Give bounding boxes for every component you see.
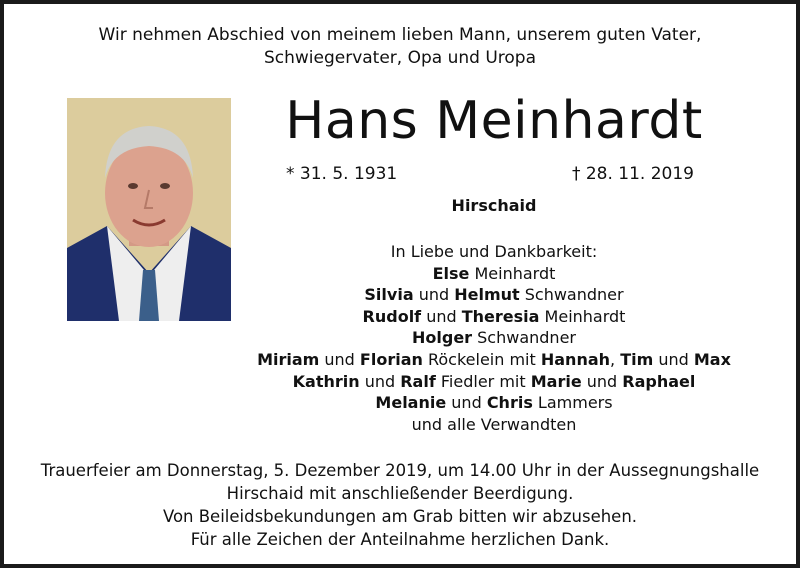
mourners-heading: In Liebe und Dankbarkeit: — [390, 242, 598, 261]
mourner-name: Silvia — [364, 285, 414, 305]
mourner-line — [244, 414, 744, 436]
mourner-line — [244, 392, 744, 414]
mourner-line — [244, 327, 744, 349]
mourner-text: und — [421, 306, 462, 326]
mourner-name: Rudolf — [362, 306, 422, 326]
mourner-name: Melanie — [375, 393, 447, 413]
footer-line: Für alle Zeichen der Anteilnahme herzlichen Dank. — [190, 530, 610, 549]
mourner-text: Fiedler mit — [435, 371, 531, 391]
funeral-info — [4, 459, 796, 551]
intro-line: Schwiegervater, Opa und Uropa — [263, 48, 537, 68]
mourner-line — [244, 284, 744, 306]
mourner-text: Meinhardt — [469, 263, 556, 283]
footer-line: Von Beileidsbekundungen am Grab bitten wir abzusehen. — [162, 507, 638, 526]
mourner-name: Florian — [359, 349, 423, 369]
intro-line: Wir nehmen Abschied von meinem lieben Mann, unserem guten Vater, — [98, 25, 702, 45]
mourners-list — [244, 241, 744, 435]
mourner-text: und — [413, 285, 455, 305]
mourner-text: Schwandner — [472, 328, 576, 348]
footer-line: Trauerfeier am Donnerstag, 5. Dezember 2019, um 14.00 Uhr in der Aussegnungshalle — [40, 461, 760, 480]
mourner-name: Miriam — [257, 349, 320, 369]
mourner-name: Holger — [412, 328, 473, 348]
mourner-text: und — [319, 349, 360, 369]
mourner-text: Lammers — [532, 393, 613, 413]
mourner-name: Hannah — [540, 349, 611, 369]
mourner-text: , — [610, 349, 621, 369]
mourner-text: und — [446, 393, 487, 413]
mourner-name: Tim — [620, 349, 654, 369]
mourner-name: Helmut — [454, 285, 520, 305]
mourner-name: Ralf — [400, 371, 436, 391]
mourner-line — [244, 306, 744, 328]
death-date: † 28. 11. 2019 — [571, 164, 694, 184]
footer-line: Hirschaid mit anschließender Beerdigung. — [226, 484, 574, 503]
mourner-name: Raphael — [622, 371, 696, 391]
mourner-text: und — [359, 371, 401, 391]
mourner-text: Röckelein mit — [422, 349, 541, 369]
intro-text — [4, 24, 796, 70]
mourner-line — [244, 349, 744, 371]
mourner-text: und alle Verwandten — [411, 414, 577, 434]
portrait-photo — [67, 98, 231, 321]
mourner-name: Kathrin — [292, 371, 360, 391]
mourner-name: Marie — [530, 371, 582, 391]
mourner-name: Else — [432, 263, 470, 283]
hometown: Hirschaid — [451, 196, 537, 215]
mourner-text: Meinhardt — [539, 306, 626, 326]
mourner-name: Chris — [486, 393, 533, 413]
mourner-text: und — [581, 371, 623, 391]
mourner-text: Schwandner — [519, 285, 624, 305]
mourner-line — [244, 263, 744, 285]
deceased-name: Hans Meinhardt — [285, 91, 703, 151]
birth-date: * 31. 5. 1931 — [286, 164, 398, 184]
mourner-line — [244, 371, 744, 393]
mourner-name: Max — [693, 349, 731, 369]
mourner-name: Theresia — [461, 306, 540, 326]
mourner-text: und — [653, 349, 694, 369]
